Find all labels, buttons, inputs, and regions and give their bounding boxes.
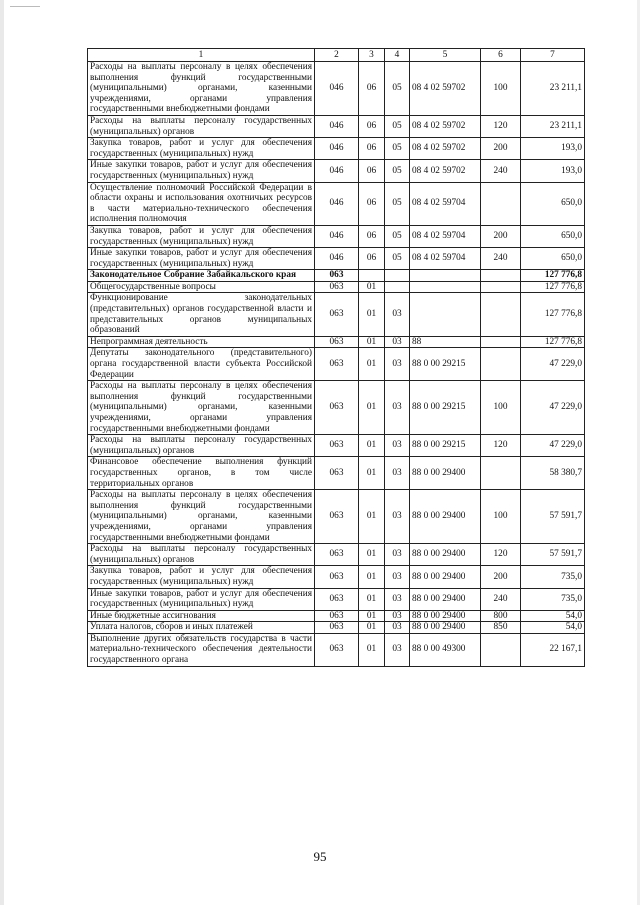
code-cell: 063	[315, 381, 359, 435]
amount-cell: 650,0	[521, 182, 585, 225]
subsection-cell: 03	[385, 490, 410, 544]
target-article-cell: 88 0 00 29400	[410, 610, 481, 622]
row-name-cell: Иные закупки товаров, работ и услуг для обеспечения государственных (муниципальных) нужд	[88, 248, 315, 270]
amount-cell: 735,0	[521, 588, 585, 610]
section-cell: 01	[359, 566, 385, 588]
section-cell: 01	[359, 281, 385, 293]
budget-table	[87, 48, 585, 667]
expense-type-cell	[481, 457, 521, 490]
row-name-cell: Закупка товаров, работ и услуг для обеспечения государственных (муниципальных) нужд	[88, 566, 315, 588]
header-cell-1: 1	[88, 49, 315, 62]
code-cell: 063	[315, 622, 359, 634]
section-cell: 06	[359, 115, 385, 137]
header-cell-4: 4	[385, 49, 410, 62]
header-cell-3: 3	[359, 49, 385, 62]
section-cell: 06	[359, 225, 385, 247]
subsection-cell: 03	[385, 336, 410, 348]
amount-cell: 650,0	[521, 248, 585, 270]
code-cell: 046	[315, 138, 359, 160]
subsection-cell: 03	[385, 610, 410, 622]
expense-type-cell: 120	[481, 544, 521, 566]
target-article-cell: 88 0 00 29215	[410, 381, 481, 435]
code-cell: 063	[315, 435, 359, 457]
table-row	[88, 457, 585, 490]
expense-type-cell	[481, 182, 521, 225]
row-name-cell: Иные закупки товаров, работ и услуг для обеспечения государственных (муниципальных) нужд	[88, 160, 315, 182]
section-cell: 01	[359, 588, 385, 610]
table-row	[88, 182, 585, 225]
target-article-cell: 88 0 00 49300	[410, 633, 481, 666]
code-cell: 063	[315, 633, 359, 666]
subsection-cell: 05	[385, 115, 410, 137]
table-row	[88, 610, 585, 622]
section-cell: 06	[359, 138, 385, 160]
expense-type-cell: 120	[481, 115, 521, 137]
expense-type-cell	[481, 336, 521, 348]
subsection-cell: 05	[385, 62, 410, 116]
code-cell: 063	[315, 490, 359, 544]
row-name-cell: Непрограммная деятельность	[88, 336, 315, 348]
table-body	[88, 49, 585, 667]
subsection-cell: 03	[385, 381, 410, 435]
header-cell-7: 7	[521, 49, 585, 62]
scan-edge-left	[0, 0, 4, 905]
amount-cell: 735,0	[521, 566, 585, 588]
row-name-cell: Расходы на выплаты персоналу государственных (муниципальных) органов	[88, 435, 315, 457]
row-name-cell: Выполнение других обязательств государства в части материально-технического обеспечения деятельности государственного органа	[88, 633, 315, 666]
row-name-cell: Функционирование законодательных (представительных) органов государственной власти и представительных органов муниципальных образований	[88, 293, 315, 336]
amount-cell: 22 167,1	[521, 633, 585, 666]
code-cell: 063	[315, 293, 359, 336]
target-article-cell: 88 0 00 29400	[410, 544, 481, 566]
expense-type-cell: 240	[481, 588, 521, 610]
section-cell: 01	[359, 348, 385, 381]
code-cell: 063	[315, 610, 359, 622]
target-article-cell: 88 0 00 29215	[410, 348, 481, 381]
table-row	[88, 490, 585, 544]
code-cell: 063	[315, 281, 359, 293]
table-row	[88, 115, 585, 137]
header-cell-2: 2	[315, 49, 359, 62]
header-cell-6: 6	[481, 49, 521, 62]
row-name-cell: Расходы на выплаты персоналу в целях обеспечения выполнения функций государственными (муниципальными) органами, казенными учреждениями, органами управления государственными внебюджетными фондами	[88, 381, 315, 435]
target-article-cell: 88 0 00 29400	[410, 457, 481, 490]
code-cell: 063	[315, 588, 359, 610]
target-article-cell: 88 0 00 29400	[410, 588, 481, 610]
row-name-cell: Общегосударственные вопросы	[88, 281, 315, 293]
amount-cell: 23 211,1	[521, 115, 585, 137]
subsection-cell: 03	[385, 293, 410, 336]
expense-type-cell	[481, 348, 521, 381]
table-row	[88, 622, 585, 634]
target-article-cell: 88 0 00 29400	[410, 622, 481, 634]
amount-cell: 193,0	[521, 138, 585, 160]
target-article-cell: 08 4 02 59704	[410, 182, 481, 225]
target-article-cell: 08 4 02 59702	[410, 115, 481, 137]
amount-cell: 127 776,8	[521, 336, 585, 348]
amount-cell: 58 380,7	[521, 457, 585, 490]
amount-cell: 193,0	[521, 160, 585, 182]
expense-type-cell	[481, 293, 521, 336]
section-cell: 06	[359, 182, 385, 225]
table-row	[88, 348, 585, 381]
amount-cell: 57 591,7	[521, 544, 585, 566]
expense-type-cell: 200	[481, 138, 521, 160]
expense-type-cell: 100	[481, 490, 521, 544]
subsection-cell: 05	[385, 182, 410, 225]
expense-type-cell	[481, 633, 521, 666]
row-name-cell: Расходы на выплаты персоналу государственных (муниципальных) органов	[88, 544, 315, 566]
row-name-cell: Закупка товаров, работ и услуг для обеспечения государственных (муниципальных) нужд	[88, 138, 315, 160]
expense-type-cell: 200	[481, 566, 521, 588]
expense-type-cell: 240	[481, 248, 521, 270]
expense-type-cell	[481, 281, 521, 293]
section-cell: 01	[359, 622, 385, 634]
subsection-cell: 03	[385, 622, 410, 634]
target-article-cell: 08 4 02 59702	[410, 62, 481, 116]
subsection-cell: 05	[385, 138, 410, 160]
row-name-cell: Законодательное Собрание Забайкальского края	[88, 270, 315, 282]
table-row	[88, 248, 585, 270]
target-article-cell	[410, 293, 481, 336]
subsection-cell	[385, 270, 410, 282]
target-article-cell	[410, 281, 481, 293]
page-number: 95	[313, 849, 327, 864]
target-article-cell: 08 4 02 59702	[410, 138, 481, 160]
subsection-cell: 05	[385, 160, 410, 182]
row-name-cell: Иные закупки товаров, работ и услуг для обеспечения государственных (муниципальных) нужд	[88, 588, 315, 610]
table-row	[88, 270, 585, 282]
subsection-cell: 03	[385, 457, 410, 490]
row-name-cell: Уплата налогов, сборов и иных платежей	[88, 622, 315, 634]
subsection-cell: 05	[385, 225, 410, 247]
amount-cell: 54,0	[521, 622, 585, 634]
section-cell: 06	[359, 62, 385, 116]
expense-type-cell: 800	[481, 610, 521, 622]
code-cell: 046	[315, 248, 359, 270]
code-cell: 046	[315, 182, 359, 225]
target-article-cell: 08 4 02 59702	[410, 160, 481, 182]
row-name-cell: Расходы на выплаты персоналу в целях обеспечения выполнения функций государственными (муниципальными) органами, казенными учреждениями, органами управления государственными внебюджетными фондами	[88, 62, 315, 116]
section-cell: 01	[359, 381, 385, 435]
row-name-cell: Расходы на выплаты персоналу в целях обеспечения выполнения функций государственными (муниципальными) органами, казенными учреждениями, органами управления государственными внебюджетными фондами	[88, 490, 315, 544]
section-cell: 01	[359, 610, 385, 622]
row-name-cell: Депутаты законодательного (представительного) органа государственной власти субъекта Российской Федерации	[88, 348, 315, 381]
table-row	[88, 293, 585, 336]
section-cell: 06	[359, 248, 385, 270]
table-row	[88, 435, 585, 457]
section-cell: 01	[359, 457, 385, 490]
expense-type-cell: 120	[481, 435, 521, 457]
table-row	[88, 138, 585, 160]
target-article-cell: 88 0 00 29400	[410, 490, 481, 544]
code-cell: 046	[315, 62, 359, 116]
subsection-cell: 03	[385, 435, 410, 457]
scan-mark-top	[10, 6, 40, 7]
code-cell: 046	[315, 115, 359, 137]
expense-type-cell: 850	[481, 622, 521, 634]
target-article-cell: 08 4 02 59704	[410, 225, 481, 247]
code-cell: 063	[315, 336, 359, 348]
code-cell: 046	[315, 225, 359, 247]
subsection-cell: 03	[385, 633, 410, 666]
amount-cell: 23 211,1	[521, 62, 585, 116]
section-cell: 01	[359, 633, 385, 666]
section-cell: 01	[359, 490, 385, 544]
amount-cell: 127 776,8	[521, 293, 585, 336]
target-article-cell: 88	[410, 336, 481, 348]
expense-type-cell: 200	[481, 225, 521, 247]
table-row	[88, 381, 585, 435]
code-cell: 063	[315, 270, 359, 282]
section-cell: 01	[359, 544, 385, 566]
subsection-cell: 05	[385, 248, 410, 270]
code-cell: 063	[315, 348, 359, 381]
section-cell	[359, 270, 385, 282]
target-article-cell: 88 0 00 29400	[410, 566, 481, 588]
table-row	[88, 588, 585, 610]
target-article-cell	[410, 270, 481, 282]
subsection-cell: 03	[385, 544, 410, 566]
row-name-cell: Осуществление полномочий Российской Федерации в области охраны и использования охотничьих ресурсов в части материально-технического обеспечения исполнения полномочия	[88, 182, 315, 225]
amount-cell: 57 591,7	[521, 490, 585, 544]
header-cell-5: 5	[410, 49, 481, 62]
row-name-cell: Закупка товаров, работ и услуг для обеспечения государственных (муниципальных) нужд	[88, 225, 315, 247]
row-name-cell: Иные бюджетные ассигнования	[88, 610, 315, 622]
code-cell: 046	[315, 160, 359, 182]
amount-cell: 47 229,0	[521, 435, 585, 457]
table-row	[88, 225, 585, 247]
table-row	[88, 160, 585, 182]
expense-type-cell: 240	[481, 160, 521, 182]
subsection-cell	[385, 281, 410, 293]
amount-cell: 127 776,8	[521, 281, 585, 293]
expense-type-cell	[481, 270, 521, 282]
header-row	[88, 49, 585, 62]
subsection-cell: 03	[385, 566, 410, 588]
target-article-cell: 88 0 00 29215	[410, 435, 481, 457]
section-cell: 01	[359, 293, 385, 336]
section-cell: 06	[359, 160, 385, 182]
amount-cell: 47 229,0	[521, 348, 585, 381]
table-row	[88, 336, 585, 348]
target-article-cell: 08 4 02 59704	[410, 248, 481, 270]
section-cell: 01	[359, 435, 385, 457]
table-row	[88, 544, 585, 566]
row-name-cell: Расходы на выплаты персоналу государственных (муниципальных) органов	[88, 115, 315, 137]
expense-type-cell: 100	[481, 62, 521, 116]
amount-cell: 54,0	[521, 610, 585, 622]
amount-cell: 47 229,0	[521, 381, 585, 435]
expense-type-cell: 100	[481, 381, 521, 435]
table-row	[88, 566, 585, 588]
table-row	[88, 62, 585, 116]
section-cell: 01	[359, 336, 385, 348]
code-cell: 063	[315, 457, 359, 490]
row-name-cell: Финансовое обеспечение выполнения функций государственных органов, в том числе территориальных органов	[88, 457, 315, 490]
code-cell: 063	[315, 566, 359, 588]
subsection-cell: 03	[385, 588, 410, 610]
amount-cell: 127 776,8	[521, 270, 585, 282]
subsection-cell: 03	[385, 348, 410, 381]
table-row	[88, 281, 585, 293]
code-cell: 063	[315, 544, 359, 566]
amount-cell: 650,0	[521, 225, 585, 247]
table-row	[88, 633, 585, 666]
